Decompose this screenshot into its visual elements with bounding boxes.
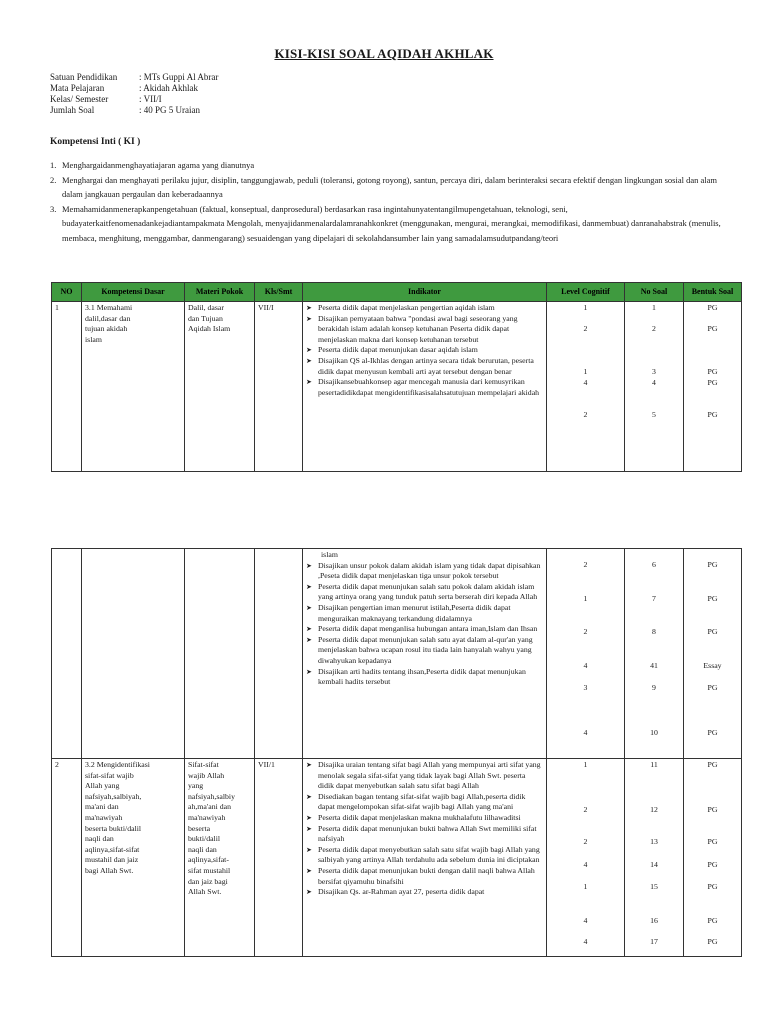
bentuk-value: PG <box>707 936 718 946</box>
cell-level-cognitif <box>547 302 625 472</box>
indicator-list <box>306 760 543 898</box>
no-soal-value: 16 <box>650 915 658 925</box>
indicator-item <box>306 624 543 635</box>
cell-indikator <box>303 302 547 472</box>
arrow-bullet-icon: ➤ <box>306 866 312 875</box>
cell-no-soal <box>625 549 684 759</box>
indicator-text: Peserta didik dapat menyebutkan salah satu sifat wajib bagi Allah yang salbiyah yang artinya Allah terdahulu ada sebelum dunia ini diciptakan <box>318 844 540 865</box>
meta-value: : MTs Guppi Al Abrar <box>139 72 219 82</box>
cell-materi-pokok <box>185 549 255 759</box>
indicator-list <box>306 303 543 398</box>
no-soal-value: 5 <box>652 410 656 420</box>
ki-text: Menghargai dan menghayati perilaku jujur, disiplin, tanggungjawab, peduli (toleransi, gotong royong), santun, percaya diri, dalam berinteraksi secara efektif dengan lingkungan sosial dan alam dalam jangkauan pergaulan dan keberadaannya <box>62 174 717 199</box>
bentuk-value: PG <box>707 377 718 387</box>
bentuk-value: PG <box>707 760 718 769</box>
level-value: 1 <box>583 882 588 892</box>
meta-value: : VII/I <box>139 94 162 104</box>
cell-no-soal <box>625 302 684 472</box>
ki-number: 1. <box>50 160 57 170</box>
arrow-bullet-icon: ➤ <box>306 625 312 634</box>
ki-list <box>50 158 730 245</box>
level-value: 1 <box>583 593 588 603</box>
indicator-continued-text: islam <box>321 550 338 559</box>
indicator-text: Peserta didik dapat menjelaskan makna mukhalafutu lilhawaditsi <box>318 812 521 822</box>
level-value: 4 <box>583 915 588 925</box>
no-soal-value: 11 <box>650 760 658 769</box>
indicator-item <box>306 760 543 792</box>
bentuk-value: PG <box>707 410 718 420</box>
cell-no: 1 <box>52 302 82 472</box>
level-value: 4 <box>583 727 588 737</box>
no-soal-value: 1 <box>652 303 656 312</box>
indicator-item <box>306 635 543 667</box>
level-value: 2 <box>583 323 588 333</box>
indicator-text: Peserta didik dapat menunjukan salah satu pokok dalam akidah islam yang artinya orang yang tunduk patuh serta berserah diri kepada Allah <box>318 581 538 602</box>
arrow-bullet-icon: ➤ <box>306 792 312 801</box>
indicator-text: Peserta didik dapat menunjukan bukti bahwa Allah Swt memiliki sifat nafsiyah <box>318 823 537 844</box>
meta-value: : 40 PG 5 Uraian <box>139 105 200 115</box>
arrow-bullet-icon: ➤ <box>306 824 312 833</box>
arrow-bullet-icon: ➤ <box>306 888 312 897</box>
indicator-item <box>306 603 543 624</box>
no-soal-value: 14 <box>650 859 658 869</box>
indicator-text: Disediakan bagan tentang sifat-sifat wajib bagi Allah,peserta didik dapat mengelompokan sifat-sifat wajib bagi Allah yang ma'ani <box>318 791 526 812</box>
ki-number: 3. <box>50 203 57 214</box>
document-title: KISI-KISI SOAL AQIDAH AKHLAK <box>274 46 494 61</box>
no-soal-value: 13 <box>650 837 658 847</box>
header-indikator: Indikator <box>303 283 547 302</box>
arrow-bullet-icon: ➤ <box>306 845 312 854</box>
header-materi-pokok: Materi Pokok <box>185 283 255 302</box>
level-value: 2 <box>583 627 588 637</box>
no-soal-value: 3 <box>652 367 656 377</box>
indicator-item <box>306 813 543 824</box>
no-soal-value: 6 <box>652 560 656 569</box>
indicator-text: Disajikan unsur pokok dalam akidah islam yang tidak dapat dipisahkan ,Peseta didik dapat menjelaskan tiga unsur pokok tersebut <box>318 560 541 581</box>
header-kls-smt: Kls/Smt <box>255 283 303 302</box>
meta-value: : Akidah Akhlak <box>139 83 198 93</box>
indicator-item <box>306 314 543 346</box>
header-bentuk-soal: Bentuk Soal <box>684 283 742 302</box>
arrow-bullet-icon: ➤ <box>306 603 312 612</box>
level-value: 4 <box>583 377 588 387</box>
arrow-bullet-icon: ➤ <box>306 304 312 312</box>
bentuk-value: PG <box>707 593 718 603</box>
arrow-bullet-icon: ➤ <box>306 813 312 822</box>
indicator-item <box>306 866 543 887</box>
cell-indikator <box>303 549 547 759</box>
cell-materi-pokok: Sifat-sifat wajib Allah yang nafsiyah,salbiy ah,ma'ani dan ma'nawiyah beserta bukti/dalil naqli dan aqlinya,sifat- sifat mustahil dan jaiz bagi Allah Swt. <box>185 759 255 957</box>
indicator-text: Disajikan pernyataan bahwa "pondasi awal bagi seseorang yang berakidah islam adalah konsep ketuhanan Peserta didik dapat menjelaskan makna dari konsep ketuhanan tersebut <box>318 313 518 344</box>
indicator-text: Peserta didik dapat menunjukan bukti dengan dalil naqli bahwa Allah bersifat qiyamuhu binafsihi <box>318 865 535 886</box>
indicator-text: Disajika uraian tentang sifat bagi Allah yang mempunyai arti sifat yang menolak segala sifat-sifat yang tidak layak bagi Allah Swt. peserta didik dapat menyebutkan salah satu sifat bagi Allah <box>318 760 541 791</box>
cell-bentuk-soal <box>684 759 742 957</box>
meta-row <box>50 105 218 116</box>
arrow-bullet-icon: ➤ <box>306 667 312 676</box>
level-value: 2 <box>583 804 588 814</box>
cell-kompetensi-dasar <box>82 549 185 759</box>
indicator-item <box>306 582 543 603</box>
no-soal-value: 7 <box>652 593 656 603</box>
bentuk-value: PG <box>707 804 718 814</box>
no-soal-value: 15 <box>650 882 658 892</box>
level-value: 2 <box>583 410 588 420</box>
bentuk-value: PG <box>707 683 718 693</box>
meta-row <box>50 72 218 83</box>
document-meta <box>50 72 218 116</box>
bentuk-value: Essay <box>703 660 722 670</box>
level-value: 1 <box>583 367 588 377</box>
arrow-bullet-icon: ➤ <box>306 346 312 355</box>
ki-item <box>50 158 730 173</box>
meta-label: Satuan Pendidikan <box>50 72 118 82</box>
meta-label: Mata Pelajaran <box>50 83 105 93</box>
ki-heading: Kompetensi Inti ( KI ) <box>50 137 141 147</box>
indicator-item <box>306 887 543 898</box>
cell-bentuk-soal <box>684 549 742 759</box>
bentuk-value: PG <box>707 627 718 637</box>
bentuk-value: PG <box>707 915 718 925</box>
indicator-item <box>306 377 543 398</box>
cell-kls-smt <box>255 549 303 759</box>
no-soal-value: 4 <box>652 377 656 387</box>
level-value: 3 <box>583 683 588 693</box>
bentuk-value: PG <box>707 727 718 737</box>
arrow-bullet-icon: ➤ <box>306 561 312 570</box>
cell-level-cognitif <box>547 549 625 759</box>
ki-item <box>50 202 730 246</box>
no-soal-value: 9 <box>652 683 656 693</box>
indicator-text: Disajikan Qs. ar-Rahman ayat 27, peserta didik dapat <box>318 887 485 897</box>
indicator-text: Disajikansebuahkonsep agar mencegah manusia dari kemusyrikan pesertadidikdapat mengidentifikasisalahsatutujuan mempelajari akidah <box>318 377 540 397</box>
indicator-item <box>306 345 543 356</box>
no-soal-value: 12 <box>650 804 658 814</box>
no-soal-value: 17 <box>650 936 658 946</box>
level-value: 2 <box>583 560 588 569</box>
cell-no <box>52 549 82 759</box>
table-row <box>52 549 742 759</box>
meta-label: Kelas/ Semester <box>50 94 109 104</box>
no-soal-value: 8 <box>652 627 656 637</box>
indicator-text: Peserta didik dapat menunjukan salah satu ayat dalam al-qur'an yang menjelaskan bahwa ucapan rosul itu tiada lain hanyalah wahyu yang diwahyukan kepadanya <box>318 634 533 665</box>
indicator-list <box>306 561 543 688</box>
cell-kompetensi-dasar: 3.1 Memahami dalil,dasar dan tujuan akidah islam <box>82 302 185 472</box>
bentuk-value: PG <box>707 882 718 892</box>
indicator-item <box>306 824 543 845</box>
indicator-item <box>306 303 543 314</box>
meta-label: Jumlah Soal <box>50 105 95 115</box>
arrow-bullet-icon: ➤ <box>306 761 312 769</box>
indicator-item <box>306 356 543 377</box>
level-value: 1 <box>583 303 588 312</box>
indicator-text: Disajikan arti hadits tentang ihsan,Peserta didik dapat menunjukan kembali hadits tersebut <box>318 666 526 687</box>
level-value: 1 <box>583 760 588 769</box>
indicator-item <box>306 845 543 866</box>
level-value: 4 <box>583 660 588 670</box>
bentuk-value: PG <box>707 859 718 869</box>
indicator-text: Peserta didik dapat menunjukan dasar aqidah islam <box>318 345 478 355</box>
bentuk-value: PG <box>707 303 718 312</box>
header-no: NO <box>52 283 82 302</box>
ki-text: Memahamidanmenerapkanpengetahuan (faktual, konseptual, danprosedural) berdasarkan rasa ingintahunyatentangilmupengetahuan, teknologi, seni, budayaterkaitfenomenadankejadiantampakmata Mengolah, menyajidanmenalardalamranahkonkret (menggunakan, mengurai, merangkai, memodifikasi, danmembuat) danranahabstrak (menulis, membaca, menghitung, menggambar, danmengarang) sesuaidengan yang dipelajari di sekolahdansumber lain yang samadalamsudutpandang/teori <box>62 203 721 243</box>
arrow-bullet-icon: ➤ <box>306 356 312 365</box>
meta-row <box>50 83 218 94</box>
ki-number: 2. <box>50 174 57 185</box>
indicator-text: Disajikan QS al-Ikhlas dengan artinya secara tidak berurutan, peserta didik dapat menyusun kembali arti ayat tersebut dengan benar <box>318 355 534 376</box>
indicator-text: Disajikan pengertian iman menurut istilah,Peserta didik dapat menguraikan maknayang terkandung didalamnya <box>318 602 511 623</box>
cell-indikator <box>303 759 547 957</box>
kisi-kisi-table-part-2 <box>51 548 742 957</box>
arrow-bullet-icon: ➤ <box>306 635 312 644</box>
cell-kls-smt: VII/1 <box>255 759 303 957</box>
table-row <box>52 759 742 957</box>
ki-text: Menghargaidanmenghayatiajaran agama yang dianutnya <box>62 160 255 170</box>
cell-kompetensi-dasar: 3.2 Mengidentifikasi sifat-sifat wajib Allah yang nafsiyah,salbiyah, ma'ani dan ma'nawiyah beserta bukti/dalil naqli dan aqlinya,sifat-sifat mustahil dan jaiz bagi Allah Swt. <box>82 759 185 957</box>
meta-row <box>50 94 218 105</box>
indicator-item <box>306 667 543 688</box>
ki-item <box>50 173 730 202</box>
cell-no-soal <box>625 759 684 957</box>
indicator-text: Peserta didik dapat menjelaskan pengertian aqidah islam <box>318 303 495 312</box>
header-level-cognitif: Level Cognitif <box>547 283 625 302</box>
level-value: 2 <box>583 837 588 847</box>
bentuk-value: PG <box>707 837 718 847</box>
table-row <box>52 302 742 472</box>
indicator-item <box>306 792 543 813</box>
cell-bentuk-soal <box>684 302 742 472</box>
arrow-bullet-icon: ➤ <box>306 582 312 591</box>
kisi-kisi-table-part-1 <box>51 282 742 472</box>
bentuk-value: PG <box>707 323 718 333</box>
arrow-bullet-icon: ➤ <box>306 314 312 323</box>
header-no-soal: No Soal <box>625 283 684 302</box>
cell-materi-pokok: Dalil, dasar dan Tujuan Aqidah Islam <box>185 302 255 472</box>
no-soal-value: 10 <box>650 727 658 737</box>
bentuk-value: PG <box>707 367 718 377</box>
cell-no: 2 <box>52 759 82 957</box>
no-soal-value: 2 <box>652 323 656 333</box>
indicator-item <box>306 561 543 582</box>
level-value: 4 <box>583 859 588 869</box>
cell-kls-smt: VII/I <box>255 302 303 472</box>
table-header-row <box>52 283 742 302</box>
arrow-bullet-icon: ➤ <box>306 378 312 387</box>
level-value: 4 <box>583 936 588 946</box>
header-kompetensi-dasar: Kompetensi Dasar <box>82 283 185 302</box>
no-soal-value: 41 <box>650 660 658 670</box>
indicator-text: Peserta didik dapat menganlisa hubungan antara iman,Islam dan Ihsan <box>318 624 538 634</box>
bentuk-value: PG <box>707 560 718 569</box>
cell-level-cognitif <box>547 759 625 957</box>
